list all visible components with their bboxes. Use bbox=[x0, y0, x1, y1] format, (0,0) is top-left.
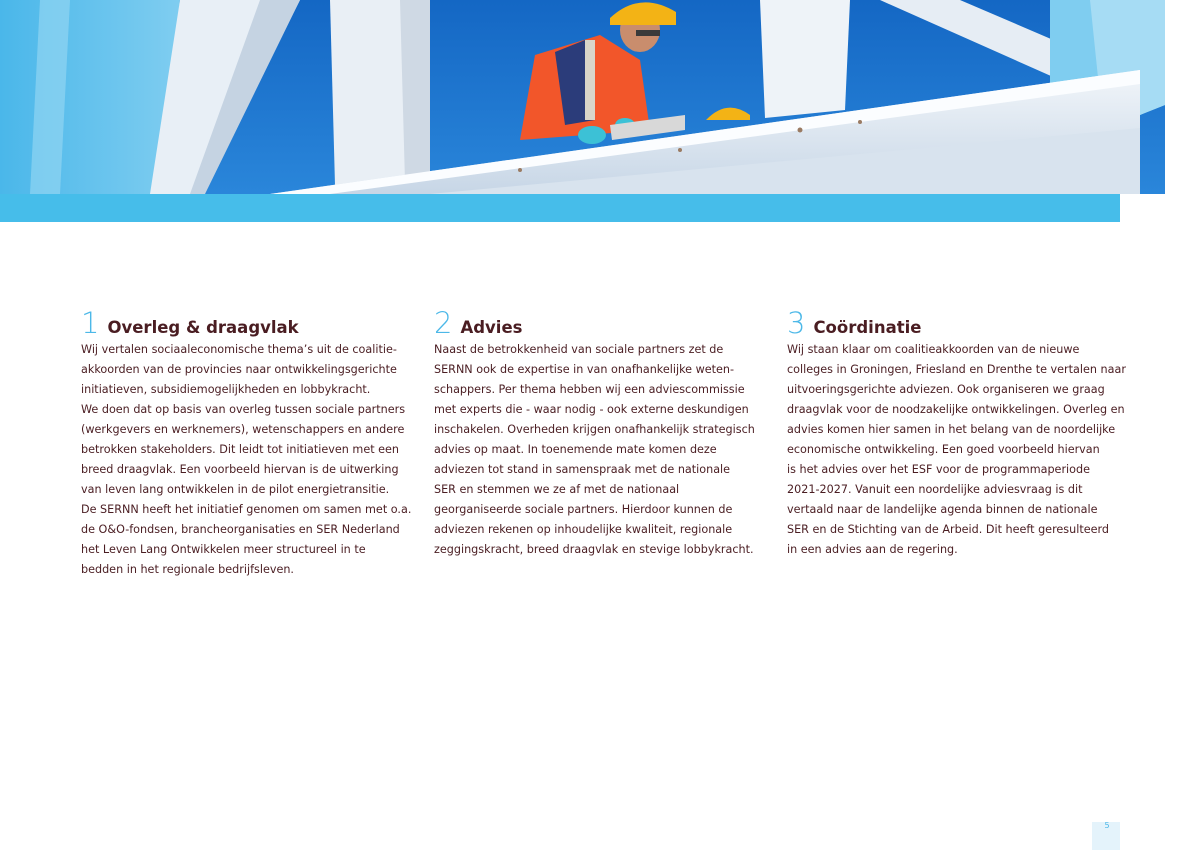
section-title: Overleg & draagvlak bbox=[107, 318, 299, 337]
body-line: bedden in het regionale bedrijfsleven. bbox=[81, 563, 294, 576]
column-overleg bbox=[81, 306, 426, 580]
body-line: Wij staan klaar om coalitieakkoorden van de nieuwe bbox=[787, 343, 1080, 356]
body-line: advies op maat. In toenemende mate komen deze bbox=[434, 443, 717, 456]
body-line: initiatieven, subsidiemogelijkheden en lobbykracht. bbox=[81, 383, 371, 396]
body-line: 2021-2027. Vanuit een noordelijke adviesvraag is dit bbox=[787, 483, 1083, 496]
section-number: 2 bbox=[434, 306, 453, 340]
body-line: georganiseerde sociale partners. Hierdoor kunnen de bbox=[434, 503, 733, 516]
body-line: uitvoeringsgerichte adviezen. Ook organiseren we graag bbox=[787, 383, 1105, 396]
body-line: adviezen tot stand in samenspraak met de nationale bbox=[434, 463, 731, 476]
body-line: SERNN ook de expertise in van onafhankelijke weten- bbox=[434, 363, 735, 376]
body-line: met experts die - waar nodig - ook externe deskundigen bbox=[434, 403, 749, 416]
body-line: Wij vertalen sociaaleconomische thema’s uit de coalitie- bbox=[81, 343, 397, 356]
body-line: We doen dat op basis van overleg tussen sociale partners bbox=[81, 403, 406, 416]
section-heading bbox=[787, 306, 1132, 340]
column-advies bbox=[434, 306, 779, 560]
body-line: advies komen hier samen in het belang van de noordelijke bbox=[787, 423, 1116, 436]
body-line: breed draagvlak. Een voorbeeld hiervan is de uitwerking bbox=[81, 463, 399, 476]
body-line: van leven lang ontwikkelen in de pilot energietransitie. bbox=[81, 483, 390, 496]
worker-on-bridge-photo bbox=[0, 0, 1165, 194]
body-line: schappers. Per thema hebben wij een adviescommissie bbox=[434, 383, 745, 396]
body-line: SER en de Stichting van de Arbeid. Dit heeft geresulteerd bbox=[787, 523, 1109, 536]
body-line: het Leven Lang Ontwikkelen meer structureel in te bbox=[81, 543, 366, 556]
column-coordinatie bbox=[787, 306, 1132, 560]
body-line: adviezen rekenen op inhoudelijke kwaliteit, regionale bbox=[434, 523, 733, 536]
body-line: De SERNN heeft het initiatief genomen om samen met o.a. bbox=[81, 503, 412, 516]
body-line: colleges in Groningen, Friesland en Drenthe te vertalen naar bbox=[787, 363, 1126, 376]
body-line: Naast de betrokkenheid van sociale partners zet de bbox=[434, 343, 724, 356]
section-heading bbox=[81, 306, 426, 340]
body-line: inschakelen. Overheden krijgen onafhankelijk strategisch bbox=[434, 423, 755, 436]
hero-banner bbox=[0, 0, 1200, 222]
body-line: de O&O-fondsen, brancheorganisaties en SER Nederland bbox=[81, 523, 400, 536]
section-heading bbox=[434, 306, 779, 340]
section-title: Coördinatie bbox=[813, 318, 922, 337]
accent-band bbox=[0, 194, 1120, 222]
section-title: Advies bbox=[460, 318, 523, 337]
body-line: in een advies aan de regering. bbox=[787, 543, 958, 556]
body-line: betrokken stakeholders. Dit leidt tot initiatieven met een bbox=[81, 443, 400, 456]
body-line: draagvlak voor de noodzakelijke ontwikkelingen. Overleg en bbox=[787, 403, 1125, 416]
section-body bbox=[81, 340, 426, 580]
section-body bbox=[787, 340, 1132, 560]
body-line: is het advies over het ESF voor de programmaperiode bbox=[787, 463, 1090, 476]
body-line: SER en stemmen we ze af met de nationaal bbox=[434, 483, 680, 496]
body-line: zeggingskracht, breed draagvlak en stevige lobbykracht. bbox=[434, 543, 754, 556]
body-line: vertaald naar de landelijke agenda binnen de nationale bbox=[787, 503, 1098, 516]
section-body bbox=[434, 340, 779, 560]
body-line: akkoorden van de provincies naar ontwikkelingsgerichte bbox=[81, 363, 397, 376]
body-line: economische ontwikkeling. Een goed voorbeeld hiervan bbox=[787, 443, 1100, 456]
section-number: 3 bbox=[787, 306, 806, 340]
section-number: 1 bbox=[81, 306, 100, 340]
body-line: (werkgevers en werknemers), wetenschappers en andere bbox=[81, 423, 405, 436]
page-number: 5 bbox=[1104, 821, 1110, 830]
